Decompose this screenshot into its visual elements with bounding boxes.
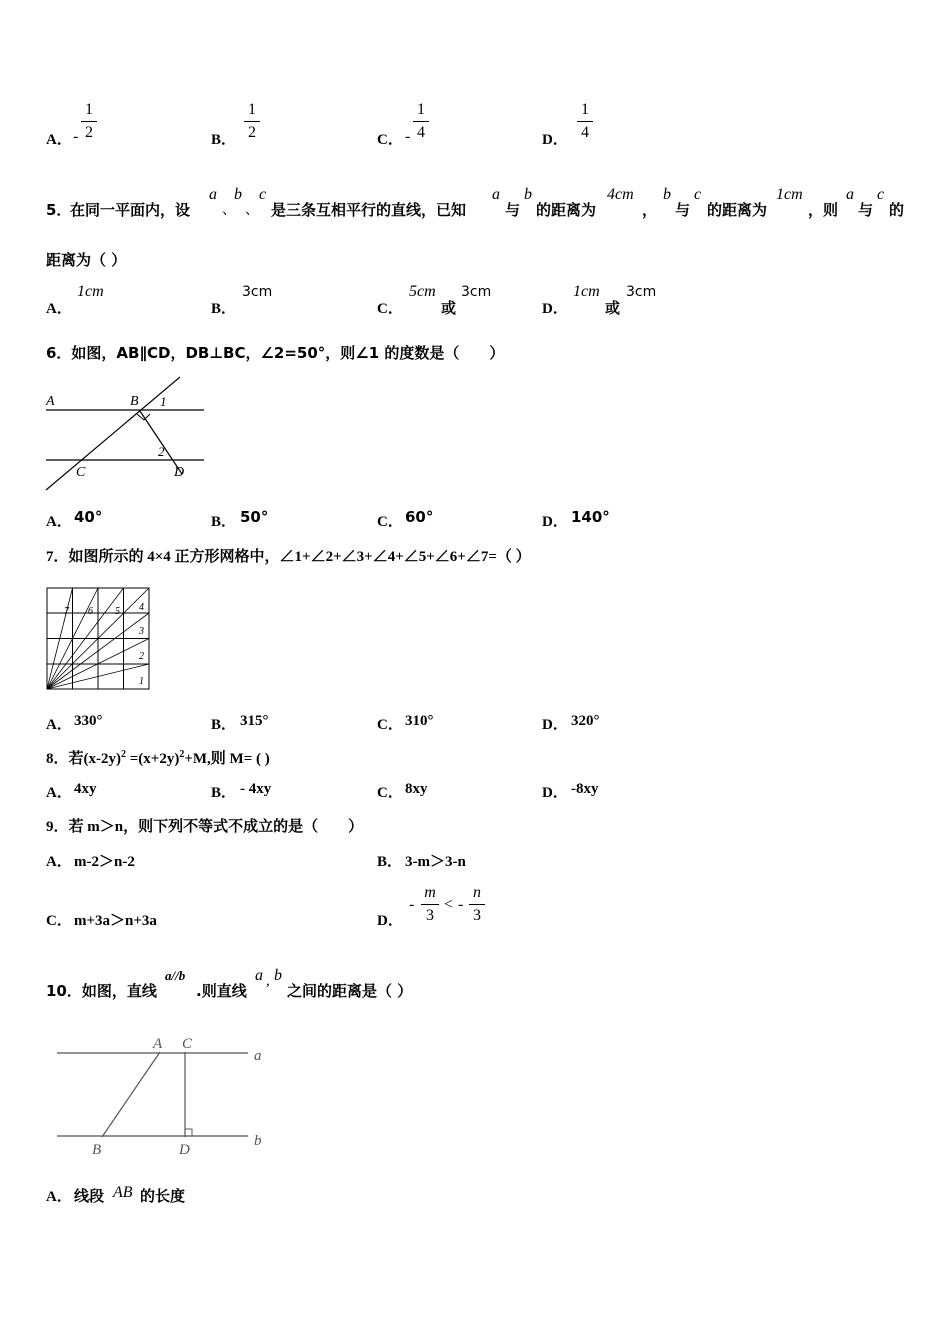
q8-stem-part-2: =(x+2y) <box>126 751 180 767</box>
angle-label-5: 5 <box>115 606 120 617</box>
q5-text-4: 的距离为 <box>707 201 768 219</box>
q4-option-c-label: C． <box>377 132 403 148</box>
angle-label-6: 6 <box>88 606 93 617</box>
q8-option-d-label: D． <box>542 785 568 801</box>
q5-text-1: 在同一平面内，设 <box>70 201 191 219</box>
q5-var-c-2: c <box>694 186 702 203</box>
q5-option-c-label: C． <box>377 301 403 317</box>
q5-option-a-value: 1cm <box>77 283 104 300</box>
q9-stem: 9．若 m＞n，则下列不等式不成立的是（ ） <box>46 819 364 835</box>
segment-ab <box>102 1052 160 1137</box>
q4-option-c-sign: - <box>405 128 411 145</box>
label-line-b: b <box>254 1133 262 1149</box>
q9-option-d-relation: < <box>444 896 454 913</box>
angle-label-3: 3 <box>139 626 144 637</box>
q8-exponent-2: 2 <box>179 749 185 760</box>
q4-option-a-sign: - <box>73 128 79 145</box>
q5-line-2: 距离为（ ） <box>46 251 127 269</box>
q5-var-a: a <box>209 186 217 203</box>
q6-option-a-label: A． <box>46 514 72 530</box>
q7-option-d-label: D． <box>542 717 568 733</box>
q5-option-b-label: B． <box>211 301 237 317</box>
q4-option-a-fraction <box>81 101 97 142</box>
q9-option-d-fraction-2 <box>469 884 485 925</box>
denominator: 3 <box>473 907 481 924</box>
q9-option-c-label: C． <box>46 913 72 929</box>
q5-option-d-label: D． <box>542 301 568 317</box>
label-a: A <box>46 394 55 409</box>
q6-option-c-label: C． <box>377 514 403 530</box>
q8-option-a-label: A． <box>46 785 72 801</box>
q8-stem-part-1: 8．若(x-2y) <box>46 751 121 767</box>
q10-option-a-var: AB <box>113 1184 133 1201</box>
q4-option-b-label: B． <box>211 132 237 148</box>
q5-var-c-3: c <box>877 186 885 203</box>
q10-option-a-text-2: 的长度 <box>140 1187 186 1205</box>
q8-option-d-value: -8xy <box>571 781 599 797</box>
numerator: 1 <box>248 101 256 118</box>
numerator: 1 <box>85 101 93 118</box>
q6-stem: 6．如图，AB∥CD，DB⊥BC，∠2=50°，则∠1 的度数是（ ） <box>46 344 505 362</box>
q6-option-d-label: D． <box>542 514 568 530</box>
q10-option-a-label: A． <box>46 1189 72 1205</box>
q8-option-b-label: B． <box>211 785 237 801</box>
q9-option-d-label: D． <box>377 913 403 929</box>
q6-option-d-value: 140° <box>571 508 610 526</box>
q10-text-1: 10．如图，直线 <box>46 982 157 1000</box>
q9-option-b-value: 3-m＞3-n <box>405 854 466 870</box>
q10-figure <box>52 1030 274 1162</box>
label-b-point: B <box>92 1142 102 1158</box>
label-a-point: A <box>153 1036 163 1052</box>
numerator: n <box>473 884 481 901</box>
q10-parallel: a//b <box>165 968 186 983</box>
q5-option-c-value-2: 3cm <box>461 284 492 300</box>
q5-option-c-value-1: 5cm <box>409 283 436 300</box>
q6-figure <box>44 374 208 494</box>
q5-yu-2: 与 <box>675 201 691 219</box>
label-d: D <box>174 465 185 480</box>
q5-option-d-or: 或 <box>605 299 621 317</box>
q5-option-d-value-1: 1cm <box>573 283 600 300</box>
denominator: 2 <box>248 124 256 141</box>
q9-option-d-fraction-1 <box>421 884 439 925</box>
q9-option-b-label: B． <box>377 854 403 870</box>
q7-option-a-value: 330° <box>74 713 103 729</box>
q8-option-b-value: - 4xy <box>240 781 272 797</box>
q7-option-d-value: 320° <box>571 713 600 729</box>
q8-stem <box>46 747 270 768</box>
q6-option-c-value: 60° <box>405 508 434 526</box>
q5-text-2: 是三条互相平行的直线，已知 <box>271 201 467 219</box>
numerator: 1 <box>417 101 425 118</box>
denominator: 4 <box>417 124 425 141</box>
q5-option-c-or: 或 <box>441 299 457 317</box>
q5-yu-3: 与 <box>858 201 874 219</box>
angle-label-2: 2 <box>139 651 144 662</box>
angle-label-4: 4 <box>139 602 144 613</box>
label-c: C <box>76 465 86 480</box>
q4-option-d-label: D． <box>542 132 568 148</box>
denominator: 4 <box>581 124 589 141</box>
q6-option-b-value: 50° <box>240 508 269 526</box>
q5-sep-2: 、 <box>245 202 259 218</box>
q9-option-a-label: A． <box>46 854 72 870</box>
denominator: 2 <box>85 124 93 141</box>
label-2: 2 <box>158 444 165 459</box>
q8-option-a-value: 4xy <box>74 781 97 797</box>
q5-distance-2: 1cm <box>776 186 803 203</box>
label-line-a: a <box>254 1048 262 1064</box>
q4-option-b-fraction <box>244 101 260 142</box>
q5-comma: ， <box>642 201 658 219</box>
q8-option-c-value: 8xy <box>405 781 428 797</box>
q4-option-c-fraction <box>413 101 429 142</box>
q7-option-c-label: C． <box>377 717 403 733</box>
q5-text-3: 的距离为 <box>536 201 597 219</box>
numerator: 1 <box>581 101 589 118</box>
q4-option-d-fraction <box>577 101 593 142</box>
q5-sep-1: 、 <box>222 202 236 218</box>
q5-option-b-value: 3cm <box>242 284 273 300</box>
q5-var-a-2: a <box>492 186 500 203</box>
q8-stem-part-3: +M,则 M= ( ) <box>184 751 270 767</box>
q5-number: 5． <box>46 201 72 219</box>
q10-var-b: b <box>274 967 282 984</box>
q5-option-d-value-2: 3cm <box>626 284 657 300</box>
q7-option-c-value: 310° <box>405 713 434 729</box>
label-d-point: D <box>179 1142 190 1158</box>
q5-var-b-2: b <box>524 186 532 203</box>
q10-comma: , <box>266 973 270 989</box>
q10-var-a: a <box>255 967 263 984</box>
q5-yu-1: 与 <box>505 201 521 219</box>
angle-label-7: 7 <box>64 606 69 617</box>
q9-option-a-value: m-2＞n-2 <box>74 854 135 870</box>
q5-var-b-3: b <box>663 186 671 203</box>
q7-option-b-value: 315° <box>240 713 269 729</box>
q5-var-a-3: a <box>846 186 854 203</box>
q5-text-6: 的 <box>889 201 905 219</box>
q5-var-c: c <box>259 186 267 203</box>
q10-option-a-text-1: 线段 <box>74 1187 105 1205</box>
q7-stem: 7．如图所示的 4×4 正方形网格中，∠1+∠2+∠3+∠4+∠5+∠6+∠7=（ ） <box>46 549 531 565</box>
q9-option-c-value: m+3a＞n+3a <box>74 913 157 929</box>
q7-grid-figure <box>44 586 152 692</box>
q7-option-a-label: A． <box>46 717 72 733</box>
q9-option-d-sign-2: - <box>458 896 464 913</box>
q5-text-5: ，则 <box>808 201 839 219</box>
q5-option-a-label: A． <box>46 301 72 317</box>
q10-text-3: 之间的距离是（ ） <box>287 982 413 1000</box>
label-b: B <box>130 394 139 409</box>
q5-distance-1: 4cm <box>607 186 634 203</box>
q4-option-a-label: A． <box>46 132 72 148</box>
label-1: 1 <box>160 394 167 409</box>
q5-var-b: b <box>234 186 242 203</box>
q9-option-d-sign-1: - <box>409 896 415 913</box>
q6-option-a-value: 40° <box>74 508 103 526</box>
q8-exponent-1: 2 <box>121 749 126 760</box>
q10-text-2: .则直线 <box>196 982 247 1000</box>
denominator: 3 <box>426 907 434 924</box>
label-c-point: C <box>182 1036 193 1052</box>
q7-option-b-label: B． <box>211 717 237 733</box>
q6-option-b-label: B． <box>211 514 237 530</box>
numerator: m <box>424 884 436 901</box>
angle-label-1: 1 <box>139 676 144 687</box>
q8-option-c-label: C． <box>377 785 403 801</box>
right-angle-mark <box>185 1129 192 1136</box>
